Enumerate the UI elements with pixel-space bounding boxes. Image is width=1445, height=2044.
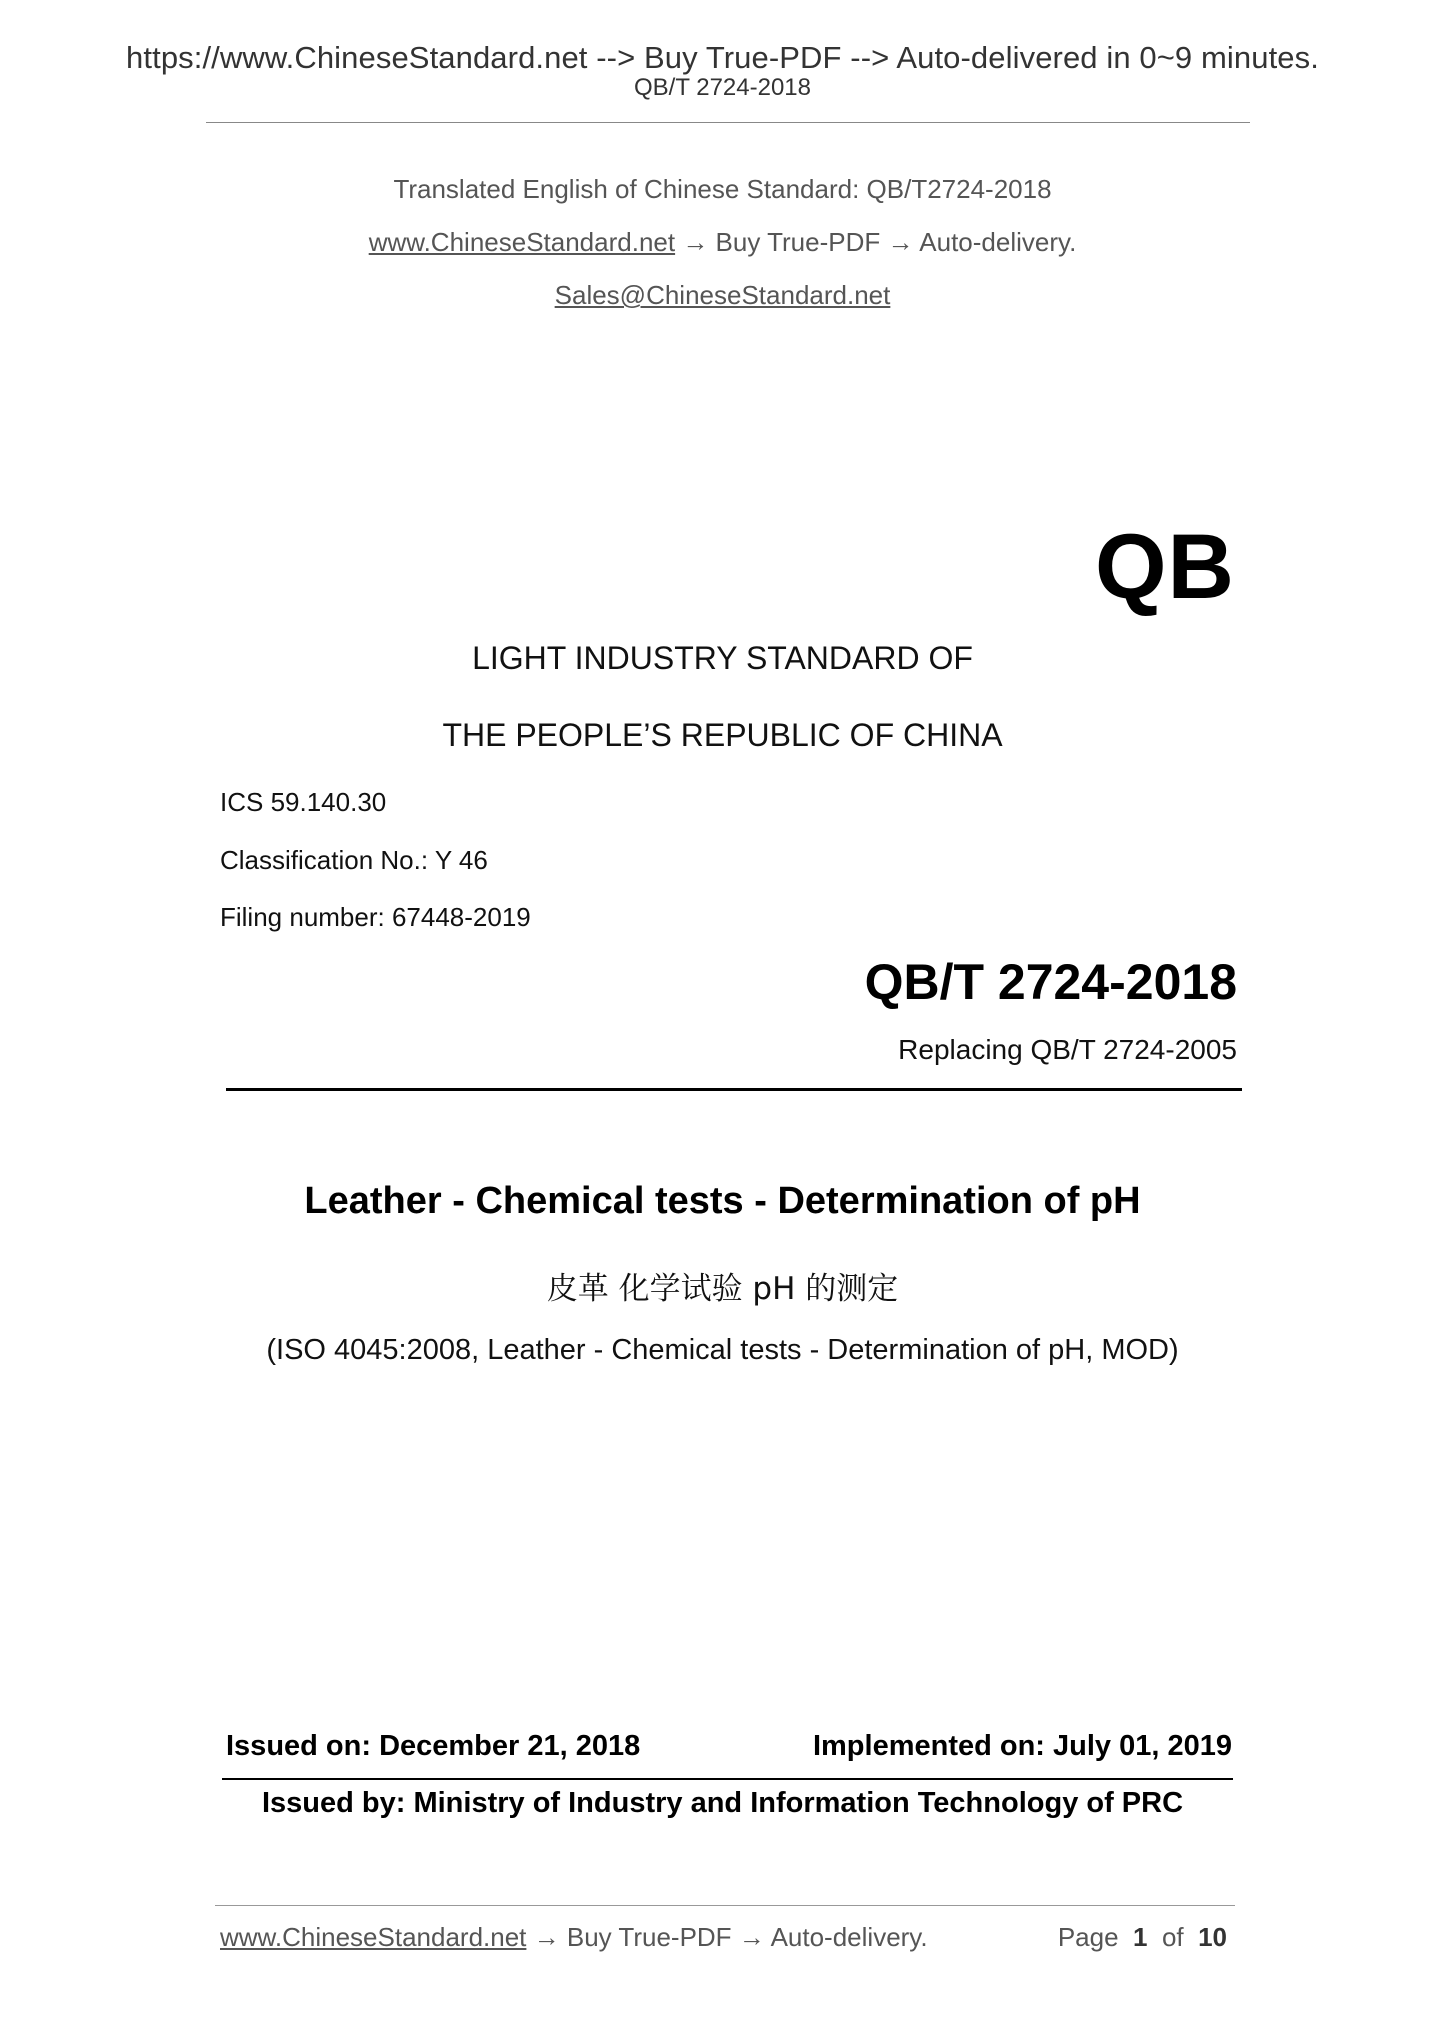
page-label: Page <box>1057 1922 1119 1952</box>
standard-number: QB/T 2724-2018 <box>864 954 1237 1010</box>
document-title: Leather - Chemical tests - Determination of pH <box>304 1180 1141 1222</box>
replacing-standard: Replacing QB/T 2724-2005 <box>898 1034 1237 1065</box>
delivery-text: → Buy True-PDF → Auto-delivery. <box>675 227 1077 257</box>
title-divider <box>226 1088 1242 1091</box>
standard-heading-line1: LIGHT INDUSTRY STANDARD OF <box>472 640 973 676</box>
top-banner[interactable]: https://www.ChineseStandard.net --> Buy True-PDF --> Auto-delivered in 0~9 minutes. <box>126 40 1319 75</box>
sales-line <box>0 280 1445 311</box>
page-current: 1 <box>1133 1922 1148 1952</box>
standard-heading-line2: THE PEOPLE’S REPUBLIC OF CHINA <box>442 717 1003 753</box>
iso-reference: (ISO 4045:2008, Leather - Chemical tests - Determination of pH, MOD) <box>266 1334 1179 1366</box>
qb-mark: QB <box>1095 516 1235 618</box>
running-header: QB/T 2724-2018 <box>633 74 811 101</box>
issued-on-date: Issued on: December 21, 2018 <box>226 1730 641 1762</box>
delivery-line <box>0 227 1445 258</box>
issued-by: Issued by: Ministry of Industry and Information Technology of PRC <box>261 1787 1184 1819</box>
issue-divider <box>222 1778 1233 1780</box>
footer-divider <box>215 1905 1235 1906</box>
filing-number: Filing number: 67448-2019 <box>220 902 531 932</box>
classification-number: Classification No.: Y 46 <box>220 845 488 875</box>
footer-site-link[interactable]: www.ChineseStandard.net <box>220 1922 527 1952</box>
header-divider <box>206 122 1250 123</box>
page-total: 10 <box>1198 1922 1227 1952</box>
footer-delivery-text: → Buy True-PDF → Auto-delivery. <box>526 1922 928 1952</box>
page-of: of <box>1161 1922 1184 1952</box>
footer-delivery-line <box>220 1922 928 1953</box>
ics-code: ICS 59.140.30 <box>220 787 387 817</box>
document-title-chinese: 皮革 化学试验 pH 的测定 <box>546 1271 899 1307</box>
page-indicator <box>1058 1922 1227 1953</box>
site-link[interactable]: www.ChineseStandard.net <box>368 227 676 257</box>
sales-email-link[interactable]: Sales@ChineseStandard.net <box>554 280 891 310</box>
translated-line: Translated English of Chinese Standard: QB/T2724-2018 <box>393 174 1052 204</box>
implemented-on-date: Implemented on: July 01, 2019 <box>812 1730 1232 1762</box>
